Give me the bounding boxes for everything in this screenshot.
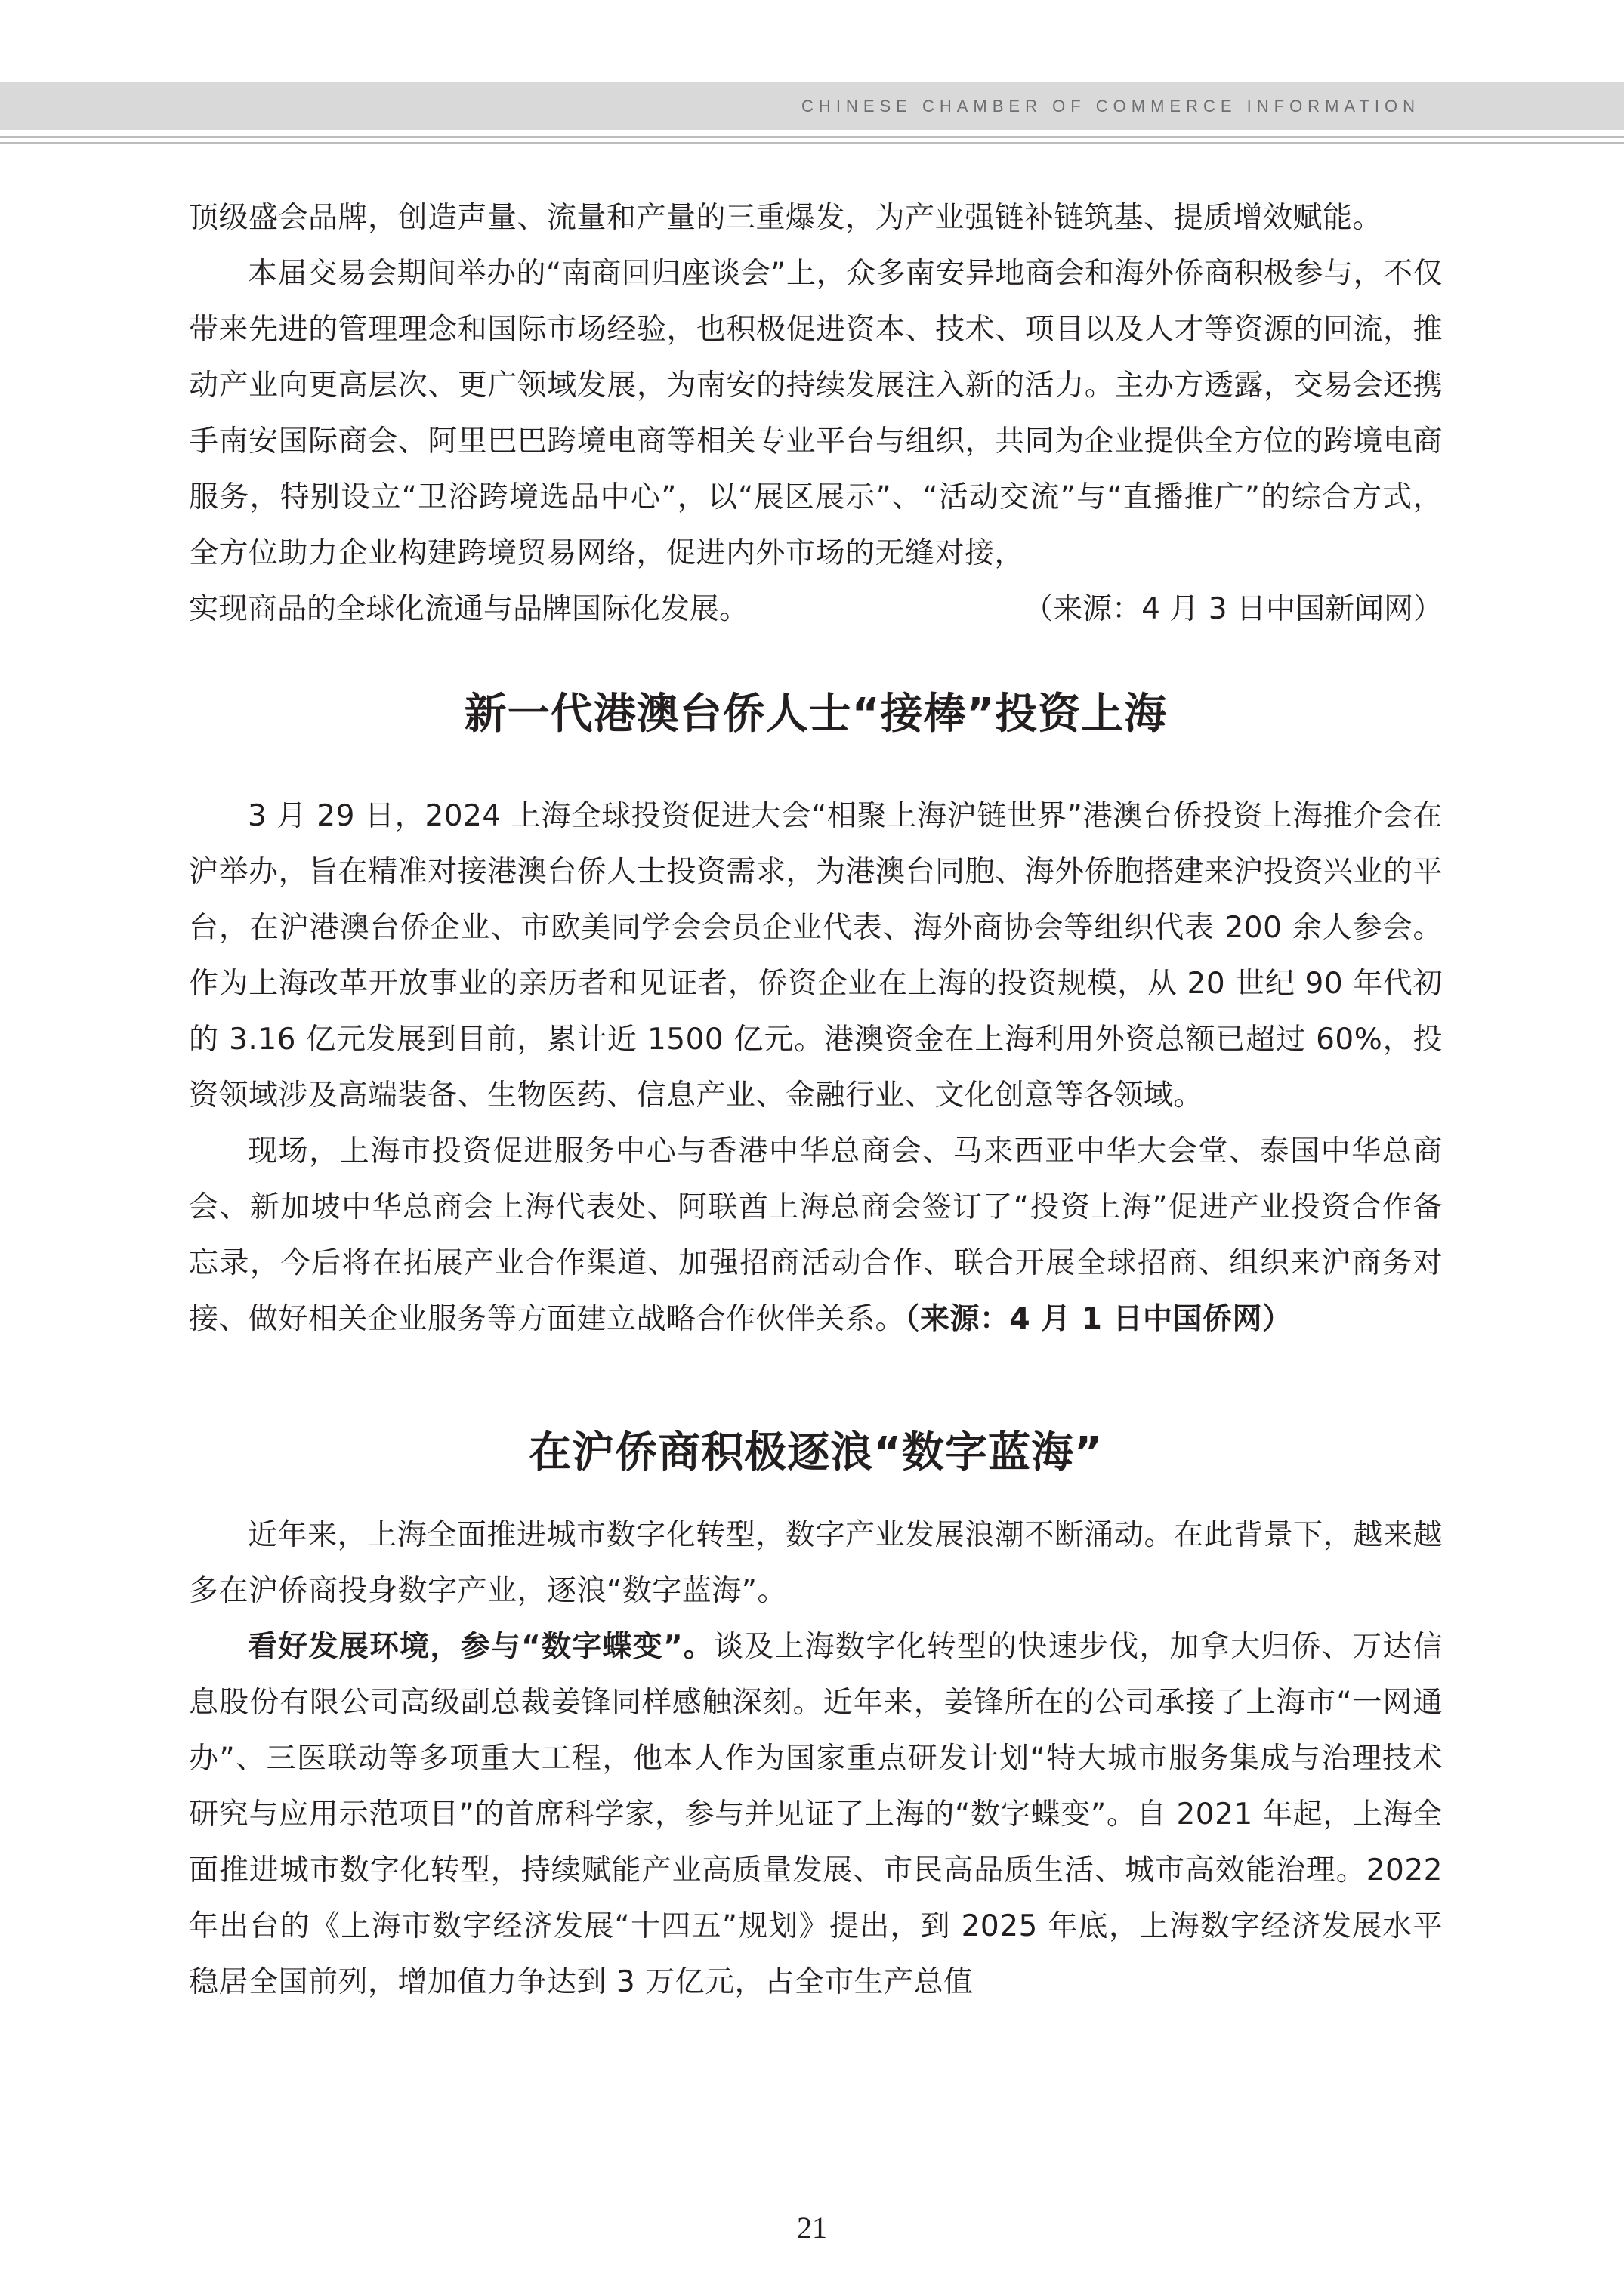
article3-paragraph-text: 谈及上海数字化转型的快速步伐，加拿大归侨、万达信息股份有限公司高级副总裁姜锋同样感触深刻。近年来，姜锋所在的公司承接了上海市“一网通办”、三医联动等多项重大工程，他本人作为国家重点研发计划“特大城市服务集成与治理技术研究与应用示范项目”的首席科学家，参与并见证了上海的“数字蝶变”。自 2021 年起，上海全面推进城市数字化转型，持续赋能产业高质量发展、市民高品质生活、城市高效能治理。2022 年出台的《上海市数字经济发展“十四五”规划》提出，到 2025 年底，上海数字经济发展水平稳居全国前列，增加值力争达到 3 万亿元，占全市生产总值 <box>189 1630 1443 1999</box>
article1-last-line <box>189 582 1443 637</box>
header-rule <box>0 136 1624 138</box>
page-number: 21 <box>797 2211 827 2245</box>
article2-paragraph-text: 现场，上海市投资促进服务中心与香港中华总商会、马来西亚中华大会堂、泰国中华总商会、新加坡中华总商会上海代表处、阿联酋上海总商会签订了“投资上海”促进产业投资合作备忘录，今后将在拓展产业合作渠道、加强招商活动合作、联合开展全球招商、组织来沪商务对接、做好相关企业服务等方面建立战略合作伙伴关系。 <box>189 1134 1443 1336</box>
header-rule <box>0 142 1624 144</box>
article1-paragraph-continued: 顶级盛会品牌，创造声量、流量和产量的三重爆发，为产业强链补链筑基、提质增效赋能。 <box>189 201 1383 235</box>
article1-paragraph: 本届交易会期间举办的“南商回归座谈会”上，众多南安异地商会和海外侨商积极参与，不仅带来先进的管理理念和国际市场经验，也积极促进资本、技术、项目以及人才等资源的回流，推动产业向更高层次、更广领域发展，为南安的持续发展注入新的活力。主办方透露，交易会还携手南安国际商会、阿里巴巴跨境电商等相关专业平台与组织，共同为企业提供全方位的跨境电商服务，特别设立“卫浴跨境选品中心”，以“展区展示”、“活动交流”与“直播推广”的综合方式，全方位助力企业构建跨境贸易网络，促进内外市场的无缝对接， <box>189 257 1443 570</box>
article2-paragraph <box>189 1124 1443 1347</box>
article3-subheading: 看好发展环境，参与“数字蝶变”。 <box>248 1630 715 1664</box>
article2-title: 新一代港澳台侨人士“接棒”投资上海 <box>464 690 1168 739</box>
article3-paragraph <box>189 1619 1443 2011</box>
article1-source: （来源：4 月 3 日中国新闻网） <box>1023 592 1443 626</box>
article2-paragraph: 3 月 29 日，2024 上海全球投资促进大会“相聚上海沪链世界”港澳台侨投资上海推介会在沪举办，旨在精准对接港澳台侨人士投资需求，为港澳台同胞、海外侨胞搭建来沪投资兴业的平台，在沪港澳台侨企业、市欧美同学会会员企业代表、海外商协会等组织代表 200 余人参会。作为上海改革开放事业的亲历者和见证者，侨资企业在上海的投资规模，从 20 世纪 90 年代初的 3.16 亿元发展到目前，累计近 1500 亿元。港澳资金在上海利用外资总额已超过 60%，投资领域涉及高端装备、生物医药、信息产业、金融行业、文化创意等各领域。 <box>189 799 1443 1113</box>
article3-title: 在沪侨商积极逐浪“数字蓝海” <box>529 1428 1103 1477</box>
article2-source: （来源：4 月 1 日中国侨网） <box>905 1302 1292 1336</box>
article3-paragraph: 近年来，上海全面推进城市数字化转型，数字产业发展浪潮不断涌动。在此背景下，越来越多在沪侨商投身数字产业，逐浪“数字蓝海”。 <box>189 1518 1443 1608</box>
running-header-title: CHINESE CHAMBER OF COMMERCE INFORMATION <box>801 97 1420 116</box>
article1-paragraph-end: 实现商品的全球化流通与品牌国际化发展。 <box>189 592 749 626</box>
article-body <box>189 190 1443 2011</box>
